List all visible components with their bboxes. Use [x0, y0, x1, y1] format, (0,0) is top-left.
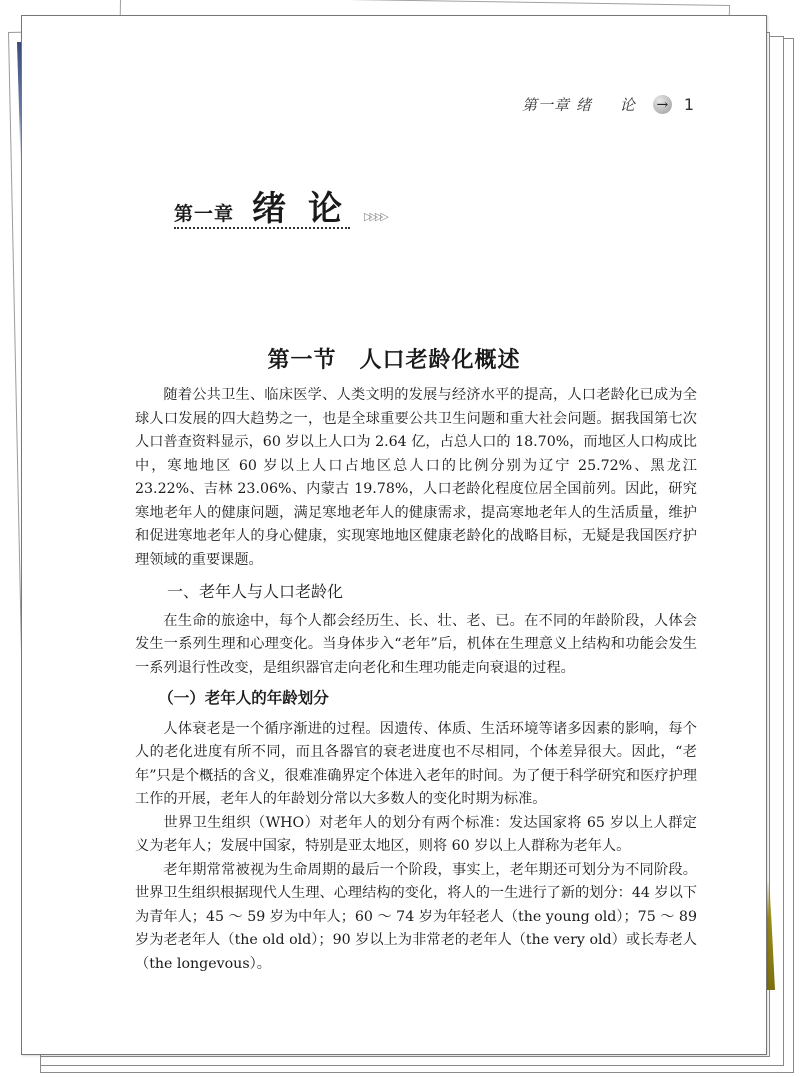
paragraph: 人体衰老是一个循序渐进的过程。因遗传、体质、生活环境等诸多因素的影响，每个人的老化进度有所不同，而且各器官的衰老进度也不尽相同，个体差异很大。因此，“老年”只是个概括的含义，很难准确界定个体进入老年的时间。为了便于科学研究和医疗护理工作的开展，老年人的年龄划分常以大多数人的变化时期为标准。 [135, 720, 697, 807]
chapter-dotted-underline [174, 227, 350, 229]
paragraph: 在生命的旅途中，每个人都会经历生、长、壮、老、已。在不同的年龄阶段，人体会发生一系列生理和心理变化。当身体步入“老年”后，机体在生理意义上结构和功能会发生一系列退行性改变，是组织器官走向老化和生理功能走向衰退的过程。 [135, 612, 697, 676]
heading-level-2: （一）老年人的年龄划分 [158, 688, 329, 707]
page-number: 1 [683, 95, 694, 114]
book-page [21, 15, 767, 1055]
triangle-arrows-icon: ▷▷▷▷ [364, 210, 386, 223]
heading-level-1: 一、老年人与人口老龄化 [167, 582, 344, 601]
chapter-title [174, 181, 386, 230]
body-content [135, 384, 697, 976]
intro-paragraph: 随着公共卫生、临床医学、人类文明的发展与经济水平的提高，人口老龄化已成为全球人口发展的四大趋势之一，也是全球重要公共卫生问题和重大社会问题。据我国第七次人口普查资料显示，60 岁以上人口为 2.64 亿，占总人口的 18.70%，而地区人口构成比中，寒地地区 60 岁以上人口占地区总人口的比例分别为辽宁 25.72%、黑龙江 23.22%、吉林 23.06%、内蒙古 19.78%，人口老龄化程度位居全国前列。因此，研究寒地老年人的健康问题，满足寒地老年人的健康需求，提高寒地老年人的生活质量，维护和促进寒地老年人的身心健康，实现寒地地区健康老龄化的战略目标，无疑是我国医疗护理领域的重要课题。 [135, 387, 697, 568]
running-head-title: 绪 论 [576, 96, 647, 114]
chapter-number: 第一章 [174, 203, 235, 225]
section-title: 第一节 人口老龄化概述 [267, 347, 521, 373]
running-head-chapter: 第一章 [522, 96, 571, 114]
paragraph: 世界卫生组织（WHO）对老年人的划分有两个标准：发达国家将 65 岁以上人群定义为老年人；发展中国家，特别是亚太地区，则将 60 岁以上人群称为老年人。 [135, 814, 697, 854]
running-head [522, 94, 694, 115]
paragraph: 老年期常常被视为生命周期的最后一个阶段，事实上，老年期还可划分为不同阶段。世界卫生组织根据现代人生理、心理结构的变化，将人的一生进行了新的划分：44 岁以下为青年人；45 ～ 59 岁为中年人；60 ～ 74 岁为年轻老人（the young old）；75 ～ 89 岁为老老年人（the old old）；90 岁以上为非常老的老年人（the very old）或长寿老人（the longevous）。 [135, 861, 697, 972]
arrow-right-icon: → [653, 95, 672, 114]
chapter-name: 绪论 [252, 189, 365, 229]
